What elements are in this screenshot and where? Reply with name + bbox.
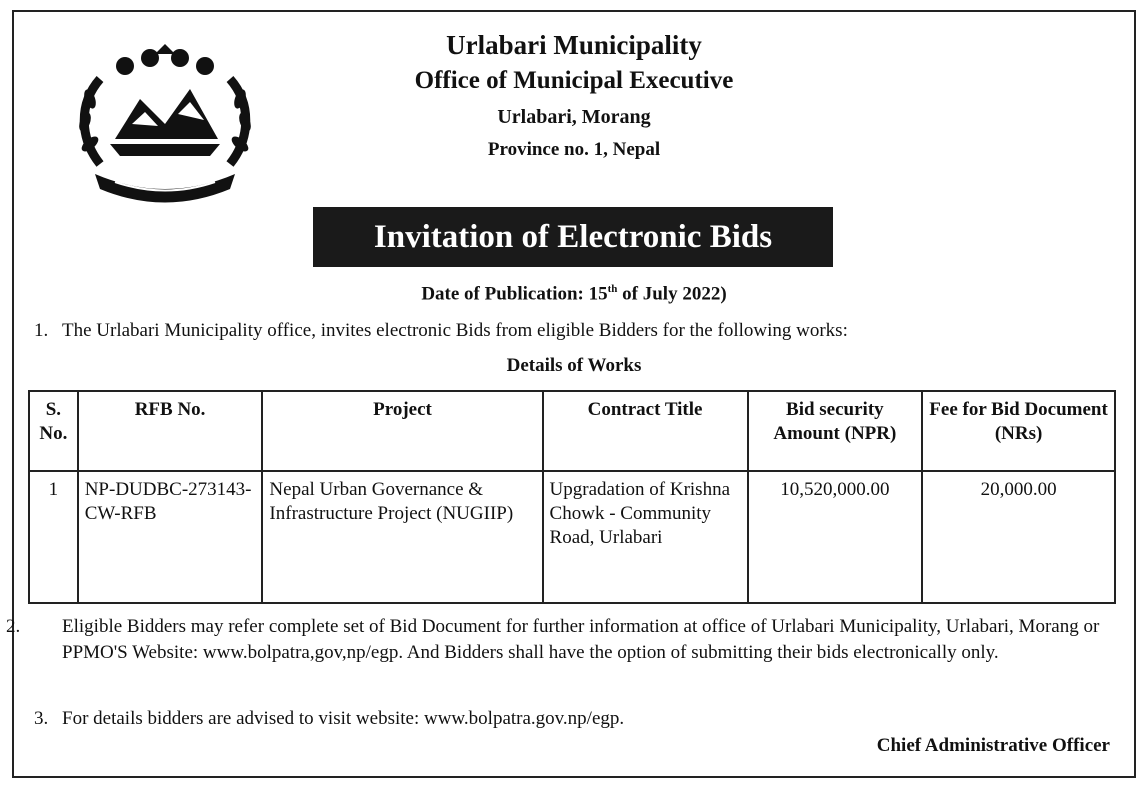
paragraph-3-text: For details bidders are advised to visit website: www.bolpatra.gov.np/egp. bbox=[62, 708, 625, 729]
table-row bbox=[29, 471, 1115, 603]
municipality-name: Urlabari Municipality bbox=[446, 30, 702, 60]
paragraph-1-number: 1. bbox=[34, 320, 49, 341]
table-header-row bbox=[29, 391, 1115, 471]
publication-date-prefix: Date of Publication: 15 bbox=[421, 283, 608, 305]
cell-project: Nepal Urban Governance & Infrastructure Project (NUGIIP) bbox=[262, 471, 542, 603]
header-fee: Fee for Bid Document (NRs) bbox=[922, 391, 1115, 471]
paragraph-3-number: 3. bbox=[34, 708, 49, 729]
publication-date-sup: th bbox=[607, 283, 618, 295]
cell-fee: 20,000.00 bbox=[922, 471, 1115, 603]
signatory-title: Chief Administrative Officer bbox=[876, 735, 1110, 756]
office-name: Office of Municipal Executive bbox=[414, 67, 734, 94]
cell-contract: Upgradation of Krishna Chowk - Community Road, Urlabari bbox=[543, 471, 748, 603]
cell-rfb: NP-DUDBC-273143-CW-RFB bbox=[78, 471, 263, 603]
province: Province no. 1, Nepal bbox=[487, 139, 661, 160]
cell-bid-security: 10,520,000.00 bbox=[748, 471, 923, 603]
notice-title-banner: Invitation of Electronic Bids bbox=[313, 207, 833, 267]
header-bid-security: Bid security Amount (NPR) bbox=[748, 391, 923, 471]
header-contract: Contract Title bbox=[543, 391, 748, 471]
letterhead bbox=[0, 28, 1148, 164]
publication-date bbox=[0, 283, 1148, 305]
office-location: Urlabari, Morang bbox=[497, 106, 651, 128]
paragraph-3 bbox=[34, 706, 1114, 732]
works-table bbox=[28, 390, 1116, 604]
paragraph-2-text: Eligible Bidders may refer complete set of Bid Document for further information at office of Urlabari Municipality, Urlabari, Morang or PPMO'S Website: www.bolpatra,gov,np/egp. And Bidders shall have the option of submitting their bids electronically only. bbox=[62, 616, 1100, 663]
publication-date-suffix: of July 2022) bbox=[617, 283, 727, 305]
header-project: Project bbox=[262, 391, 542, 471]
details-title: Details of Works bbox=[506, 355, 642, 376]
header-rfb: RFB No. bbox=[78, 391, 263, 471]
paragraph-2-number: 2. bbox=[6, 616, 21, 637]
header-sno: S. No. bbox=[29, 391, 78, 471]
paragraph-2 bbox=[6, 614, 1114, 666]
paragraph-1 bbox=[34, 318, 1134, 344]
paragraph-1-text: The Urlabari Municipality office, invites electronic Bids from eligible Bidders for the following works: bbox=[62, 320, 848, 341]
cell-sno: 1 bbox=[29, 471, 78, 603]
